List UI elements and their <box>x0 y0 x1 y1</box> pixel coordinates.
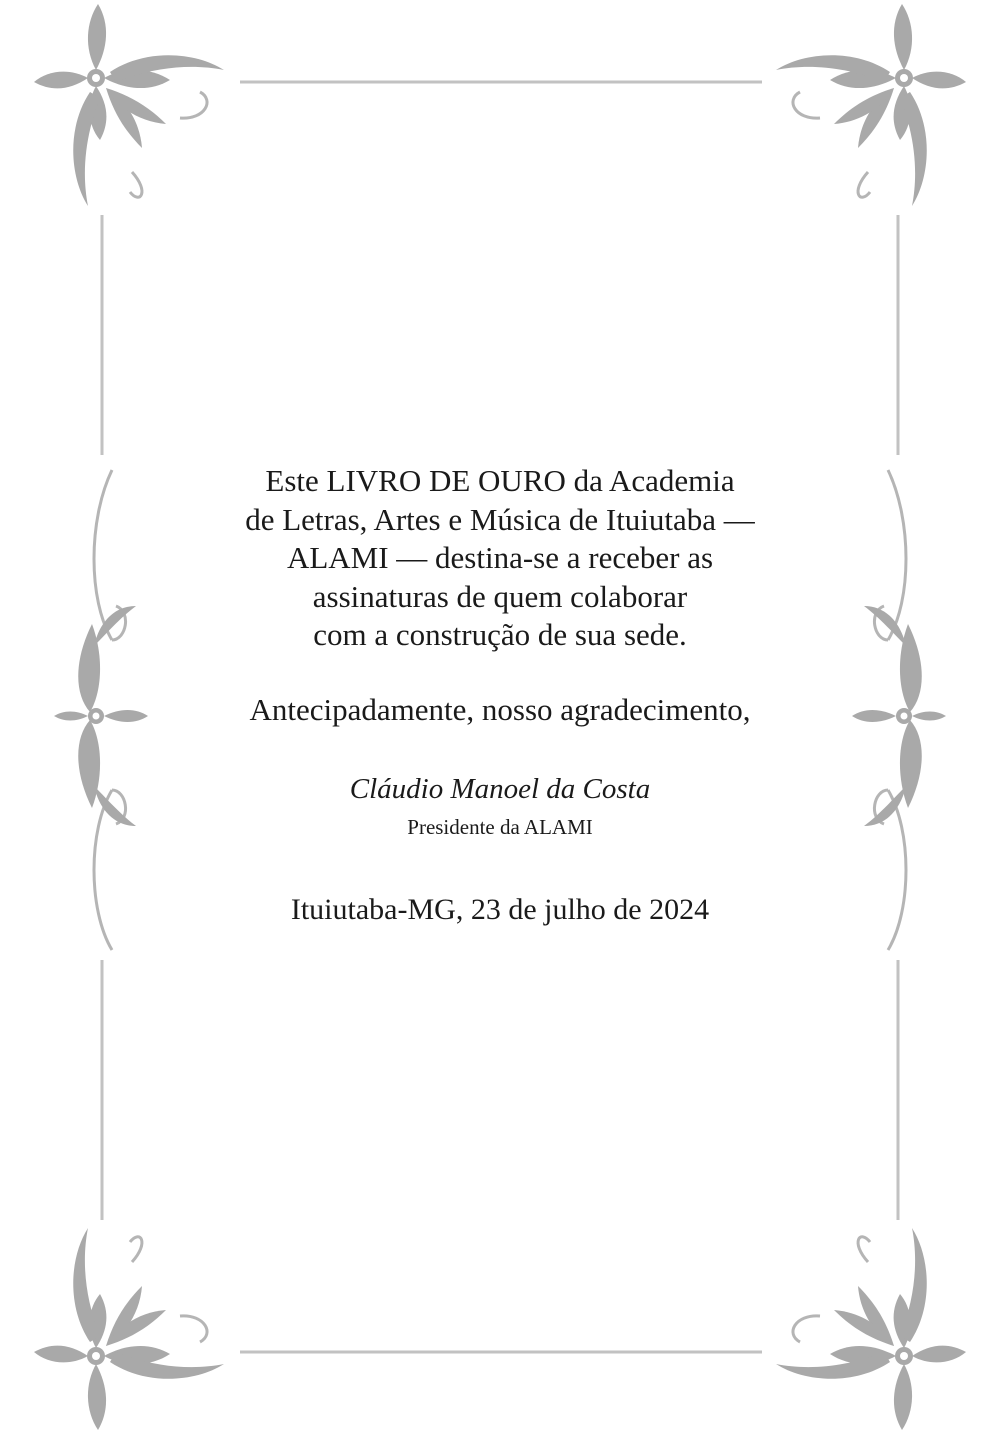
intro-line: Este LIVRO DE OURO da Academia <box>265 463 735 498</box>
thanks-line: Antecipadamente, nosso agradecimento, <box>249 691 751 727</box>
signature-name: Cláudio Manoel da Costa <box>349 772 651 805</box>
intro-line: ALAMI — destina-se a receber as <box>286 540 714 575</box>
corner-ornament-bottom-left <box>34 1228 224 1430</box>
corner-ornament-top-left <box>34 4 224 206</box>
intro-line: com a construção de sua sede. <box>313 617 687 652</box>
intro-line: de Letras, Artes e Música de Ituiutaba — <box>245 501 755 537</box>
letter-body <box>150 462 850 929</box>
side-ornament-right <box>852 606 946 826</box>
intro-line: assinaturas de quem colaborar <box>312 578 688 614</box>
place-date: Ituiutaba-MG, 23 de julho de 2024 <box>290 892 710 926</box>
intro-paragraph <box>150 462 850 655</box>
corner-ornament-bottom-right <box>776 1228 966 1430</box>
corner-ornament-top-right <box>776 4 966 206</box>
signature-role: Presidente da ALAMI <box>407 814 593 839</box>
side-ornament-left <box>54 606 148 826</box>
